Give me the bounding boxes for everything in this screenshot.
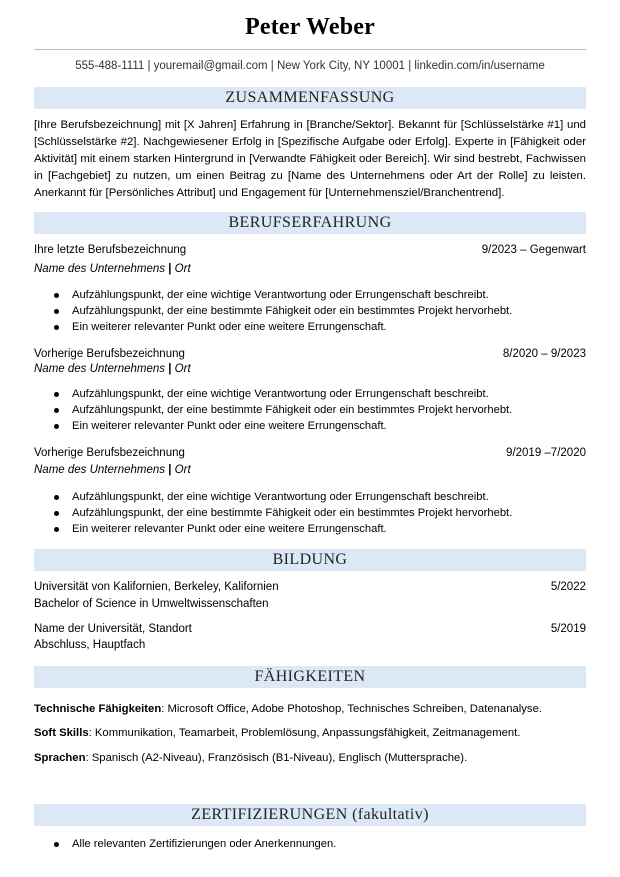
company-separator: | bbox=[168, 263, 172, 275]
education-date: 5/2022 bbox=[550, 581, 586, 593]
header-divider bbox=[34, 49, 586, 50]
job-company bbox=[34, 362, 191, 377]
job-company bbox=[34, 463, 191, 478]
company-name: Name des Unternehmens bbox=[34, 464, 166, 476]
job-bullets bbox=[34, 489, 586, 537]
company-name: Name des Unternehmens bbox=[34, 363, 166, 375]
section-title-certifications: ZERTIFIZIERUNGEN (fakultativ) bbox=[34, 804, 586, 826]
list-item: Aufzählungspunkt, der eine wichtige Verantwortung oder Errungenschaft beschreibt. bbox=[34, 386, 586, 402]
skill-text: : Kommunikation, Teamarbeit, Problemlösung, Anpassungsfähigkeit, Zeitmanagement. bbox=[88, 727, 521, 739]
list-item: Aufzählungspunkt, der eine bestimmte Fähigkeit oder ein bestimmtes Projekt hervorhebt. bbox=[34, 402, 586, 418]
section-title-skills: FÄHIGKEITEN bbox=[34, 666, 586, 688]
degree: Abschluss, Hauptfach bbox=[34, 639, 146, 651]
skill-line bbox=[34, 702, 594, 717]
job-title: Vorherige Berufsbezeichnung bbox=[34, 447, 185, 459]
section-title-education: BILDUNG bbox=[34, 549, 586, 571]
job-company bbox=[34, 262, 191, 277]
company-separator: | bbox=[168, 363, 172, 375]
company-location: Ort bbox=[174, 363, 191, 375]
job-dates: 8/2020 – 9/2023 bbox=[502, 348, 586, 360]
summary-text: [Ihre Berufsbezeichnung] mit [X Jahren] Erfahrung in [Branche/Sektor]. Bekannt für [Schlüsselstärke #1] und [Schlüsselstärke #2]. Nachgewiesener Erfolg in [Spezifische Aufgabe oder Erfolg]. Experte in [Fähigkeit oder Aktivität] mit einem starken Hintergrund in [Verwandte Fähigkeit oder Bereich]. Wir sind bestrebt, Fachwissen in [Fachgebiet] zu nutzen, um einen Beitrag zu [Name des Unternehmens oder Art der Rolle] zu leisten. Anerkannt für [Persönliches Attribut] und Engagement für [Unternehmensziel/Branchentrend]. bbox=[34, 119, 586, 199]
job-dates: 9/2019 –7/2020 bbox=[506, 447, 586, 459]
list-item: Ein weiterer relevanter Punkt oder eine weitere Errungenschaft. bbox=[34, 521, 586, 537]
section-title-experience: BERUFSERFAHRUNG bbox=[34, 212, 586, 234]
education-date: 5/2019 bbox=[550, 623, 586, 635]
list-item: Aufzählungspunkt, der eine bestimmte Fähigkeit oder ein bestimmtes Projekt hervorhebt. bbox=[34, 505, 586, 521]
job-title: Vorherige Berufsbezeichnung bbox=[34, 348, 185, 360]
school-name: Name der Universität, Standort bbox=[34, 623, 192, 635]
skill-label: Soft Skills bbox=[34, 727, 89, 739]
section-title-summary: ZUSAMMENFASSUNG bbox=[34, 87, 586, 109]
list-item: Ein weiterer relevanter Punkt oder eine weitere Errungenschaft. bbox=[34, 319, 586, 335]
skill-line bbox=[34, 751, 594, 766]
skill-text: : Microsoft Office, Adobe Photoshop, Technisches Schreiben, Datenanalyse. bbox=[161, 703, 542, 715]
company-location: Ort bbox=[174, 263, 191, 275]
degree: Bachelor of Science in Umweltwissenschaften bbox=[34, 598, 269, 610]
skill-label: Sprachen bbox=[34, 752, 86, 764]
list-item: Ein weiterer relevanter Punkt oder eine weitere Errungenschaft. bbox=[34, 418, 586, 434]
skill-label: Technische Fähigkeiten bbox=[34, 703, 162, 715]
certification-bullets bbox=[34, 836, 586, 852]
job-dates: 9/2023 – Gegenwart bbox=[481, 244, 586, 256]
job-bullets bbox=[34, 287, 586, 335]
contact-line: 555-488-1111 | youremail@gmail.com | New York City, NY 10001 | linkedin.com/in/username bbox=[75, 60, 545, 72]
company-separator: | bbox=[168, 464, 172, 476]
list-item: Aufzählungspunkt, der eine bestimmte Fähigkeit oder ein bestimmtes Projekt hervorhebt. bbox=[34, 303, 586, 319]
job-title: Ihre letzte Berufsbezeichnung bbox=[34, 244, 187, 256]
skill-text: : Spanisch (A2-Niveau), Französisch (B1-Niveau), Englisch (Muttersprache). bbox=[85, 752, 468, 764]
company-location: Ort bbox=[174, 464, 191, 476]
list-item: Alle relevanten Zertifizierungen oder Anerkennungen. bbox=[34, 836, 586, 852]
list-item: Aufzählungspunkt, der eine wichtige Verantwortung oder Errungenschaft beschreibt. bbox=[34, 489, 586, 505]
list-item: Aufzählungspunkt, der eine wichtige Verantwortung oder Errungenschaft beschreibt. bbox=[34, 287, 586, 303]
job-bullets bbox=[34, 386, 586, 434]
resume-name: Peter Weber bbox=[245, 14, 375, 40]
company-name: Name des Unternehmens bbox=[34, 263, 166, 275]
skill-line bbox=[34, 726, 594, 741]
school-name: Universität von Kalifornien, Berkeley, Kalifornien bbox=[34, 581, 279, 593]
